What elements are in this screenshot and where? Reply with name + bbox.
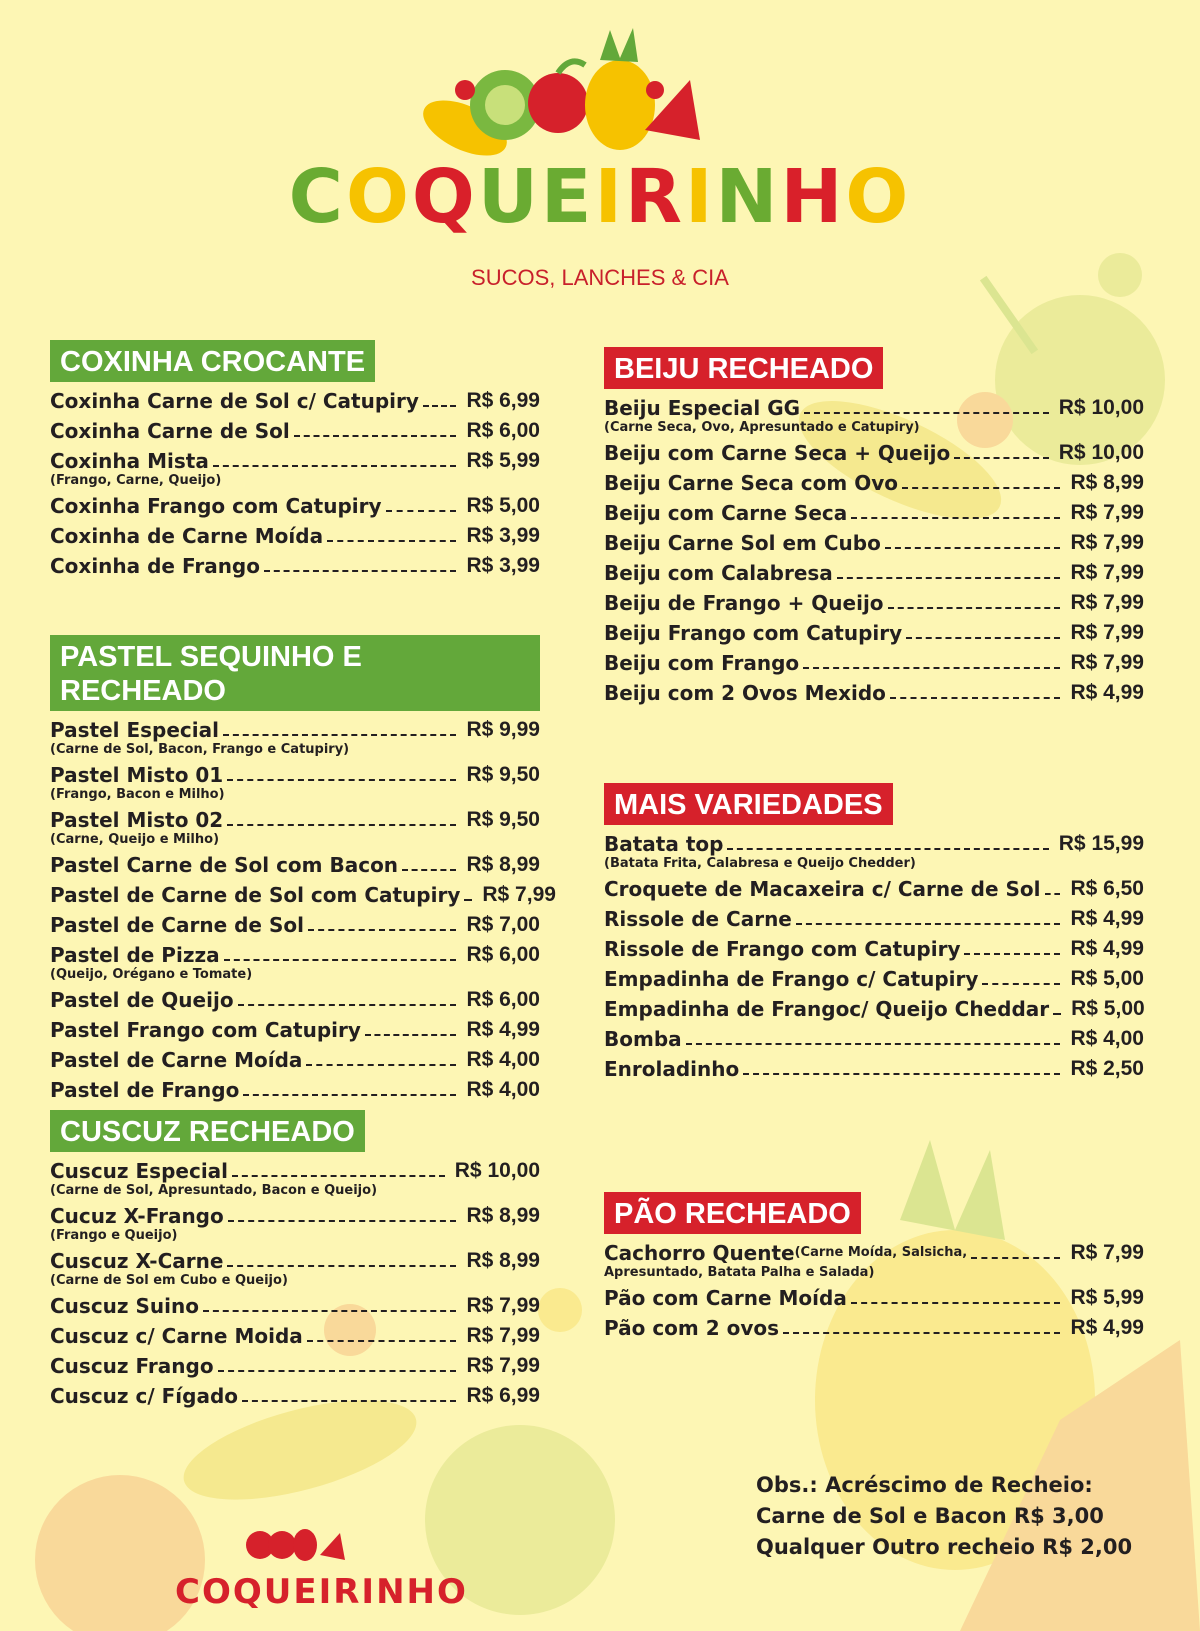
- menu-item: [50, 852, 540, 878]
- menu-item: [604, 876, 1144, 902]
- menu-item-row: [604, 650, 1144, 676]
- menu-item-row: [604, 590, 1144, 616]
- menu-item: [50, 1047, 540, 1073]
- item-price: R$ 7,99: [466, 1354, 540, 1377]
- section-pastel: [50, 635, 556, 1107]
- item-name: Batata top: [604, 832, 724, 856]
- menu-item-row: [50, 493, 540, 519]
- dotted-leader: [727, 848, 1048, 850]
- item-name: Pastel Carne de Sol com Bacon: [50, 853, 399, 877]
- dotted-leader: [223, 734, 456, 736]
- dotted-leader: [227, 824, 456, 826]
- item-price: R$ 4,00: [466, 1048, 540, 1071]
- menu-list: [50, 717, 556, 1103]
- item-name: Pastel de Carne Moída: [50, 1048, 303, 1072]
- item-name: Enroladinho: [604, 1057, 740, 1081]
- menu-item-row: [604, 1285, 1144, 1311]
- menu-item: [50, 1077, 540, 1103]
- item-name: Coxinha Carne de Sol c/ Catupiry: [50, 389, 419, 413]
- dotted-leader: [796, 923, 1061, 925]
- item-description: (Frango, Carne, Queijo): [50, 473, 222, 488]
- item-price: R$ 6,99: [466, 1384, 540, 1407]
- menu-item-row: [604, 530, 1144, 556]
- dotted-leader: [888, 607, 1061, 609]
- menu-item-row: [50, 1383, 540, 1409]
- item-price: R$ 9,50: [466, 763, 540, 786]
- item-name: Croquete de Macaxeira c/ Carne de Sol: [604, 877, 1041, 901]
- dotted-leader: [307, 1340, 457, 1342]
- tagline: SUCOS, LANCHES & CIA: [471, 265, 729, 290]
- section-title: COXINHA CROCANTE: [50, 340, 375, 382]
- menu-item-row: [50, 553, 540, 579]
- menu-item-row: [604, 1026, 1144, 1052]
- menu-item: [50, 388, 540, 414]
- menu-item-row: [50, 987, 540, 1013]
- item-price: R$ 7,99: [1070, 651, 1144, 674]
- menu-item: [50, 912, 540, 938]
- menu-item: [604, 470, 1144, 496]
- dotted-leader: [306, 1064, 456, 1066]
- item-description: Apresuntado, Batata Palha e Salada): [604, 1265, 875, 1280]
- dotted-leader: [890, 697, 1061, 699]
- dotted-leader: [203, 1310, 456, 1312]
- item-price: R$ 5,00: [466, 494, 540, 517]
- item-description: (Batata Frita, Calabresa e Queijo Chedder): [604, 856, 916, 871]
- item-price: R$ 4,99: [1070, 1316, 1144, 1339]
- item-price: R$ 7,99: [1070, 561, 1144, 584]
- item-price: R$ 7,99: [1070, 591, 1144, 614]
- item-name: Pão com Carne Moída: [604, 1286, 847, 1310]
- item-name: Pão com 2 ovos: [604, 1316, 780, 1340]
- dotted-leader: [242, 1400, 456, 1402]
- obs-line: Qualquer Outro recheio R$ 2,00: [756, 1535, 1133, 1559]
- item-description: (Carne de Sol em Cubo e Queijo): [50, 1273, 288, 1288]
- item-price: R$ 7,99: [482, 883, 556, 906]
- item-name: Cachorro Quente: [604, 1241, 795, 1265]
- menu-item: [604, 560, 1144, 586]
- menu-item-row: [604, 500, 1144, 526]
- item-price: R$ 6,00: [466, 943, 540, 966]
- item-name: Beiju com Frango: [604, 651, 800, 675]
- brand-letter: Q: [411, 154, 478, 240]
- menu-item: [604, 620, 1144, 646]
- section-coxinha: [50, 340, 540, 583]
- item-price: R$ 5,00: [1070, 967, 1144, 990]
- item-name: Empadinha de Frango c/ Catupiry: [604, 967, 979, 991]
- dotted-leader: [294, 435, 457, 437]
- dotted-leader: [954, 457, 1049, 459]
- dotted-leader: [218, 1370, 457, 1372]
- menu-item: [50, 523, 540, 549]
- menu-item: [604, 1056, 1144, 1082]
- item-name: Cuscuz Frango: [50, 1354, 214, 1378]
- item-price: R$ 4,00: [466, 1078, 540, 1101]
- dotted-leader: [213, 465, 457, 467]
- section-title: CUSCUZ RECHEADO: [50, 1110, 365, 1152]
- item-price: R$ 6,99: [466, 389, 540, 412]
- item-description: (Carne de Sol, Apresuntado, Bacon e Queijo): [50, 1183, 378, 1198]
- item-price: R$ 10,00: [454, 1159, 540, 1182]
- item-price: R$ 7,00: [466, 913, 540, 936]
- dotted-leader: [982, 983, 1060, 985]
- item-price: R$ 8,99: [466, 853, 540, 876]
- menu-item: [604, 1315, 1144, 1341]
- brand-letter: E: [540, 154, 595, 240]
- menu-item: [604, 996, 1144, 1022]
- menu-item: [50, 1323, 540, 1349]
- item-price: R$ 7,99: [1070, 621, 1144, 644]
- menu-item: [604, 906, 1144, 932]
- menu-item: [604, 680, 1144, 706]
- dotted-leader: [686, 1043, 1061, 1045]
- item-price: R$ 5,00: [1071, 997, 1145, 1020]
- item-name: Coxinha Frango com Catupiry: [50, 494, 382, 518]
- item-price: R$ 4,99: [1070, 937, 1144, 960]
- brand-title: [0, 154, 1200, 240]
- menu-item-row: [604, 395, 1144, 421]
- item-name: Coxinha Mista: [50, 449, 209, 473]
- dotted-leader: [964, 953, 1060, 955]
- item-name: Cucuz X-Frango: [50, 1204, 224, 1228]
- item-name: Beiju Carne Sol em Cubo: [604, 531, 881, 555]
- dotted-leader: [851, 517, 1060, 519]
- item-name: Beiju com Carne Seca + Queijo: [604, 441, 951, 465]
- dotted-leader: [243, 1094, 456, 1096]
- brand-letter: O: [345, 154, 412, 240]
- section-title: PÃO RECHEADO: [604, 1192, 861, 1234]
- item-price: R$ 9,50: [466, 808, 540, 831]
- menu-item: [604, 650, 1144, 676]
- menu-list: [50, 1158, 540, 1409]
- item-name: Cuscuz X-Carne: [50, 1249, 224, 1273]
- menu-item-row: [604, 906, 1144, 932]
- menu-item-row: [50, 807, 540, 833]
- menu-item-row: [50, 882, 556, 908]
- menu-item: [50, 1353, 540, 1379]
- menu-item-row: [50, 1158, 540, 1184]
- item-name: Coxinha de Carne Moída: [50, 524, 324, 548]
- menu-item-row: [50, 523, 540, 549]
- brand-letter: R: [625, 154, 685, 240]
- item-name: Empadinha de Frangoc/ Queijo Cheddar: [604, 997, 1050, 1021]
- item-name: Pastel Frango com Catupiry: [50, 1018, 361, 1042]
- item-price: R$ 4,99: [1070, 681, 1144, 704]
- brand-letter: N: [715, 154, 781, 240]
- item-price: R$ 6,00: [466, 988, 540, 1011]
- menu-item: [604, 936, 1144, 962]
- menu-item-row: [604, 620, 1144, 646]
- dotted-leader: [423, 405, 457, 407]
- dotted-leader: [227, 779, 456, 781]
- menu-item-row: [50, 448, 540, 474]
- menu-item-row: [50, 1293, 540, 1319]
- item-name: Pastel Especial: [50, 718, 219, 742]
- menu-item: [50, 942, 540, 983]
- obs-line: Carne de Sol e Bacon R$ 3,00: [756, 1504, 1104, 1528]
- menu-item-row: [50, 418, 540, 444]
- section-cuscuz: [50, 1110, 540, 1413]
- dotted-leader: [804, 412, 1049, 414]
- item-price: R$ 9,99: [466, 718, 540, 741]
- item-name: Coxinha Carne de Sol: [50, 419, 290, 443]
- item-name: Pastel de Frango: [50, 1078, 240, 1102]
- menu-item: [50, 1293, 540, 1319]
- dotted-leader: [232, 1175, 445, 1177]
- menu-item-row: [50, 942, 540, 968]
- dotted-leader: [1053, 1013, 1061, 1015]
- section-title: PASTEL SEQUINHO E RECHEADO: [50, 635, 540, 711]
- menu-item-row: [604, 440, 1144, 466]
- item-price: R$ 4,99: [466, 1018, 540, 1041]
- menu-item-row: [50, 1203, 540, 1229]
- menu-item-row: [604, 831, 1144, 857]
- menu-item-row: [604, 1240, 1144, 1266]
- menu-item: [50, 418, 540, 444]
- item-price: R$ 6,50: [1070, 877, 1144, 900]
- menu-item-row: [604, 470, 1144, 496]
- obs-note: [756, 1470, 1132, 1563]
- item-name: Beiju Especial GG: [604, 396, 801, 420]
- menu-item-row: [604, 936, 1144, 962]
- menu-item: [50, 1158, 540, 1199]
- item-price: R$ 7,99: [1070, 531, 1144, 554]
- menu-item: [50, 807, 540, 848]
- menu-item-row: [50, 1047, 540, 1073]
- menu-list: [604, 831, 1144, 1082]
- item-price: R$ 7,99: [1070, 1241, 1144, 1264]
- dotted-leader: [224, 959, 457, 961]
- dotted-leader: [227, 1265, 456, 1267]
- item-name: Beiju de Frango + Queijo: [604, 591, 884, 615]
- dotted-leader: [803, 667, 1060, 669]
- menu-list: [50, 388, 540, 579]
- menu-item-row: [50, 1017, 540, 1043]
- menu-item: [50, 1383, 540, 1409]
- item-price: R$ 15,99: [1058, 832, 1144, 855]
- header: [0, 0, 1200, 300]
- menu-item-row: [50, 852, 540, 878]
- brand-letter: O: [845, 154, 912, 240]
- menu-item: [604, 831, 1144, 872]
- item-description: (Carne, Queijo e Milho): [50, 832, 220, 847]
- dotted-leader: [238, 1004, 457, 1006]
- item-description: (Carne de Sol, Bacon, Frango e Catupiry): [50, 742, 350, 757]
- menu-item: [604, 590, 1144, 616]
- section-variedades: [604, 783, 1144, 1086]
- item-price: R$ 5,99: [466, 449, 540, 472]
- menu-item: [604, 440, 1144, 466]
- menu-item-row: [604, 680, 1144, 706]
- dotted-leader: [971, 1257, 1060, 1259]
- item-price: R$ 10,00: [1058, 396, 1144, 419]
- item-name: Cuscuz Especial: [50, 1159, 229, 1183]
- menu-item-row: [50, 912, 540, 938]
- menu-item: [50, 1203, 540, 1244]
- item-price: R$ 5,99: [1070, 1286, 1144, 1309]
- footer-brand: COQUEIRINHO: [175, 1572, 468, 1612]
- menu-item: [50, 762, 540, 803]
- item-price: R$ 7,99: [466, 1294, 540, 1317]
- item-description: (Frango, Bacon e Milho): [50, 787, 225, 802]
- menu-item-row: [50, 717, 540, 743]
- item-name: Beiju com Calabresa: [604, 561, 833, 585]
- menu-item-row: [604, 1056, 1144, 1082]
- item-name: Pastel de Carne de Sol com Catupiry: [50, 883, 461, 907]
- item-name: Pastel de Pizza: [50, 943, 220, 967]
- dotted-leader: [885, 547, 1061, 549]
- obs-line: Obs.: Acréscimo de Recheio:: [756, 1473, 1093, 1497]
- menu-item: [604, 500, 1144, 526]
- item-price: R$ 3,99: [466, 554, 540, 577]
- item-name: Beiju com 2 Ovos Mexido: [604, 681, 886, 705]
- item-price: R$ 4,99: [1070, 907, 1144, 930]
- item-price: R$ 10,00: [1058, 441, 1144, 464]
- item-description: (Carne Seca, Ovo, Apresuntado e Catupiry): [604, 420, 920, 435]
- item-description: (Queijo, Orégano e Tomate): [50, 967, 253, 982]
- item-price: R$ 7,99: [1070, 501, 1144, 524]
- item-price: R$ 4,00: [1070, 1027, 1144, 1050]
- brand-letter: C: [288, 154, 346, 240]
- menu-item-row: [604, 876, 1144, 902]
- menu-item: [50, 553, 540, 579]
- menu-item-row: [50, 1323, 540, 1349]
- menu-item-row: [604, 560, 1144, 586]
- item-inline-description: (Carne Moída, Salsicha,: [794, 1245, 968, 1260]
- dotted-leader: [851, 1302, 1061, 1304]
- item-name: Rissole de Carne: [604, 907, 792, 931]
- section-title: MAIS VARIEDADES: [604, 783, 893, 825]
- section-title: BEIJU RECHEADO: [604, 347, 883, 389]
- menu-item-row: [604, 996, 1144, 1022]
- item-name: Rissole de Frango com Catupiry: [604, 937, 961, 961]
- dotted-leader: [1045, 893, 1061, 895]
- menu-list: [604, 1240, 1144, 1341]
- item-name: Pastel de Carne de Sol: [50, 913, 304, 937]
- menu-item: [604, 1026, 1144, 1052]
- item-name: Bomba: [604, 1027, 682, 1051]
- item-name: Cuscuz Suino: [50, 1294, 199, 1318]
- brand-letter: U: [477, 154, 541, 240]
- menu-item: [604, 1240, 1144, 1281]
- menu-item: [50, 448, 540, 489]
- item-name: Beiju Frango com Catupiry: [604, 621, 903, 645]
- item-price: R$ 7,99: [466, 1324, 540, 1347]
- dotted-leader: [308, 929, 456, 931]
- item-name: Beiju com Carne Seca: [604, 501, 848, 525]
- menu-item: [604, 530, 1144, 556]
- menu-item: [604, 966, 1144, 992]
- item-name: Coxinha de Frango: [50, 554, 260, 578]
- item-price: R$ 8,99: [466, 1204, 540, 1227]
- item-name: Pastel de Queijo: [50, 988, 234, 1012]
- item-price: R$ 3,99: [466, 524, 540, 547]
- item-price: R$ 8,99: [466, 1249, 540, 1272]
- dotted-leader: [327, 540, 456, 542]
- menu-item-row: [604, 1315, 1144, 1341]
- menu-item: [50, 882, 556, 908]
- menu-item-row: [50, 388, 540, 414]
- menu-item-row: [50, 1077, 540, 1103]
- item-name: Cuscuz c/ Carne Moida: [50, 1324, 303, 1348]
- dotted-leader: [783, 1332, 1060, 1334]
- menu-list: [604, 395, 1144, 706]
- dotted-leader: [386, 510, 457, 512]
- menu-item: [604, 1285, 1144, 1311]
- dotted-leader: [264, 570, 456, 572]
- menu-item: [50, 493, 540, 519]
- brand-letter: I: [685, 154, 716, 240]
- section-beiju: [604, 347, 1144, 710]
- item-description: (Frango e Queijo): [50, 1228, 178, 1243]
- item-name: Pastel Misto 01: [50, 763, 224, 787]
- menu-item: [50, 717, 540, 758]
- menu-item: [50, 987, 540, 1013]
- dotted-leader: [906, 637, 1060, 639]
- menu-item-row: [50, 1248, 540, 1274]
- item-name: Pastel Misto 02: [50, 808, 224, 832]
- menu-item: [50, 1017, 540, 1043]
- menu-item: [50, 1248, 540, 1289]
- brand-letter: H: [780, 154, 846, 240]
- menu-item-row: [50, 1353, 540, 1379]
- item-price: R$ 8,99: [1070, 471, 1144, 494]
- dotted-leader: [228, 1220, 457, 1222]
- dotted-leader: [837, 577, 1061, 579]
- dotted-leader: [402, 869, 456, 871]
- dotted-leader: [902, 487, 1060, 489]
- menu-item-row: [50, 762, 540, 788]
- item-name: Cuscuz c/ Fígado: [50, 1384, 239, 1408]
- menu-item: [604, 395, 1144, 436]
- item-price: R$ 6,00: [466, 419, 540, 442]
- dotted-leader: [743, 1073, 1060, 1075]
- section-pao: [604, 1192, 1144, 1345]
- dotted-leader: [365, 1034, 457, 1036]
- item-price: R$ 2,50: [1070, 1057, 1144, 1080]
- item-name: Beiju Carne Seca com Ovo: [604, 471, 898, 495]
- dotted-leader: [464, 899, 472, 901]
- menu-item-row: [604, 966, 1144, 992]
- brand-letter: I: [594, 154, 626, 240]
